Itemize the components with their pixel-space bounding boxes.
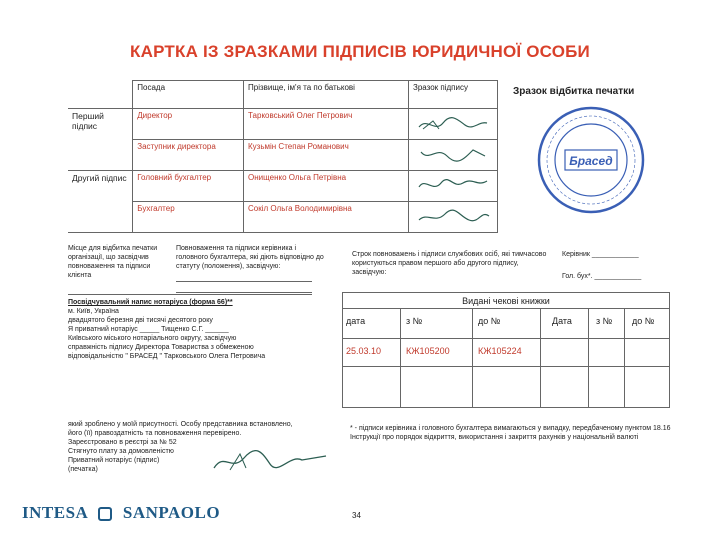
table-row bbox=[68, 140, 498, 171]
signature-image bbox=[413, 142, 493, 166]
notary-line: двадцятого березня дві тисячі десятого року bbox=[68, 317, 213, 324]
position-cell: Заступник директора bbox=[133, 140, 244, 171]
notary-block bbox=[68, 298, 338, 361]
divider bbox=[624, 308, 625, 408]
position-cell: Бухгалтер bbox=[133, 202, 244, 233]
divider bbox=[342, 366, 670, 367]
certification-text: Повноваження та підписи керівника і головного бухгалтера, які діють відповідно до статуту (положення), засвідчую: bbox=[176, 245, 324, 270]
signature-cell bbox=[409, 140, 498, 171]
director-line: Керівник ____________ bbox=[562, 251, 639, 258]
notary-line: його (її) правоздатність та повноваження перевірено. bbox=[68, 430, 242, 437]
notary-line: який зроблено у моїй присутності. Особу представника встановлено, bbox=[68, 421, 293, 428]
signature-image bbox=[413, 173, 493, 197]
header-name: Прізвище, ім'я та по батькові bbox=[244, 81, 409, 109]
name-cell: Кузьмін Степан Романович bbox=[244, 140, 409, 171]
group-label-first: Перший підпис bbox=[68, 109, 133, 171]
cheque-from: КЖ105200 bbox=[406, 346, 450, 356]
notary-line: (печатка) bbox=[68, 466, 98, 473]
page-title: КАРТКА ІЗ ЗРАЗКАМИ ПІДПИСІВ ЮРИДИЧНОЇ ОСОБИ bbox=[130, 42, 590, 61]
col-header: до № bbox=[632, 316, 655, 326]
stamp-seal bbox=[535, 104, 647, 216]
notary-line: м. Київ, Україна bbox=[68, 308, 119, 315]
name-cell: Онищенко Ольга Петрівна bbox=[244, 171, 409, 202]
table-header-row bbox=[68, 81, 498, 109]
divider bbox=[588, 308, 589, 408]
signature-cell bbox=[409, 171, 498, 202]
col-header: дата bbox=[346, 316, 366, 326]
signature-cell bbox=[409, 202, 498, 233]
position-cell: Директор bbox=[133, 109, 244, 140]
table-row bbox=[68, 109, 498, 140]
signature-image bbox=[413, 204, 493, 228]
notary-heading: Посвідчувальний напис нотаріуса (форма 66)** bbox=[68, 299, 233, 306]
page-number: 34 bbox=[352, 511, 361, 520]
signature-image bbox=[413, 111, 493, 135]
divider bbox=[400, 308, 401, 408]
name-cell: Сокіл Ольга Володимирівна bbox=[244, 202, 409, 233]
intesa-sanpaolo-logo bbox=[22, 503, 220, 523]
logo-mark-icon bbox=[98, 507, 112, 521]
table-row bbox=[68, 171, 498, 202]
divider bbox=[342, 308, 670, 309]
signature-line bbox=[176, 292, 312, 293]
divider bbox=[472, 308, 473, 408]
notary-line: справжність підпису Директора Товариства з обмеженою bbox=[68, 344, 254, 351]
header-position: Посада bbox=[133, 81, 244, 109]
notary-line: Я приватний нотаріус _____ Тищенко С.Г. ______ bbox=[68, 326, 229, 333]
col-header: до № bbox=[478, 316, 501, 326]
signature-table bbox=[68, 80, 498, 233]
col-header: з № bbox=[596, 316, 613, 326]
signature-cell bbox=[409, 109, 498, 140]
footnote: * - підписи керівника і головного бухгалтера вимагаються у випадку, передбаченому пунктом 18.16 Інструкції про порядок відкриття, використання і закриття рахунків у національній валюті bbox=[350, 425, 671, 441]
table-row bbox=[68, 202, 498, 233]
notary-line: Зареєстровано в реєстрі за № 52 bbox=[68, 439, 177, 446]
cheque-to: КЖ105224 bbox=[478, 346, 522, 356]
position-cell: Головний бухгалтер bbox=[133, 171, 244, 202]
header-signature: Зразок підпису bbox=[409, 81, 498, 109]
notary-line: відповідальністю " БРАСЕД " Тарковського Олега Петровича bbox=[68, 353, 266, 360]
notary-line: Стягнуто плату за домовленістю bbox=[68, 448, 174, 455]
stamp-center-text: Брасед bbox=[569, 154, 613, 168]
logo-part-1: INTESA bbox=[22, 503, 88, 522]
col-header: з № bbox=[406, 316, 423, 326]
cheque-date: 25.03.10 bbox=[346, 346, 382, 356]
stamp-title: Зразок відбитка печатки bbox=[513, 86, 635, 97]
accountant-line: Гол. бух*. ____________ bbox=[562, 273, 642, 280]
group-label-second: Другий підпис bbox=[68, 171, 133, 233]
divider bbox=[540, 308, 541, 408]
notary-line: Приватний нотаріус (підпис) bbox=[68, 457, 160, 464]
divider bbox=[342, 338, 670, 339]
notary-line: Київського міського нотаріального округу, засвідчую bbox=[68, 335, 237, 342]
stamp-place-label: Місце для відбитка печатки організації, що засвідчив повноваження та підписи клієнта bbox=[68, 245, 158, 279]
cheque-books-title: Видані чекові книжки bbox=[462, 296, 550, 306]
validity-text: Строк повноважень і підписи службових осіб, які тимчасово користуються правом першого або другого підпису, засвідчую: bbox=[352, 251, 547, 276]
divider bbox=[68, 294, 312, 295]
logo-part-2: SANPAOLO bbox=[122, 503, 221, 522]
notary-signature bbox=[210, 446, 330, 476]
col-header: Дата bbox=[552, 316, 572, 326]
name-cell: Тарковський Олег Петрович bbox=[244, 109, 409, 140]
signature-line bbox=[176, 281, 312, 282]
